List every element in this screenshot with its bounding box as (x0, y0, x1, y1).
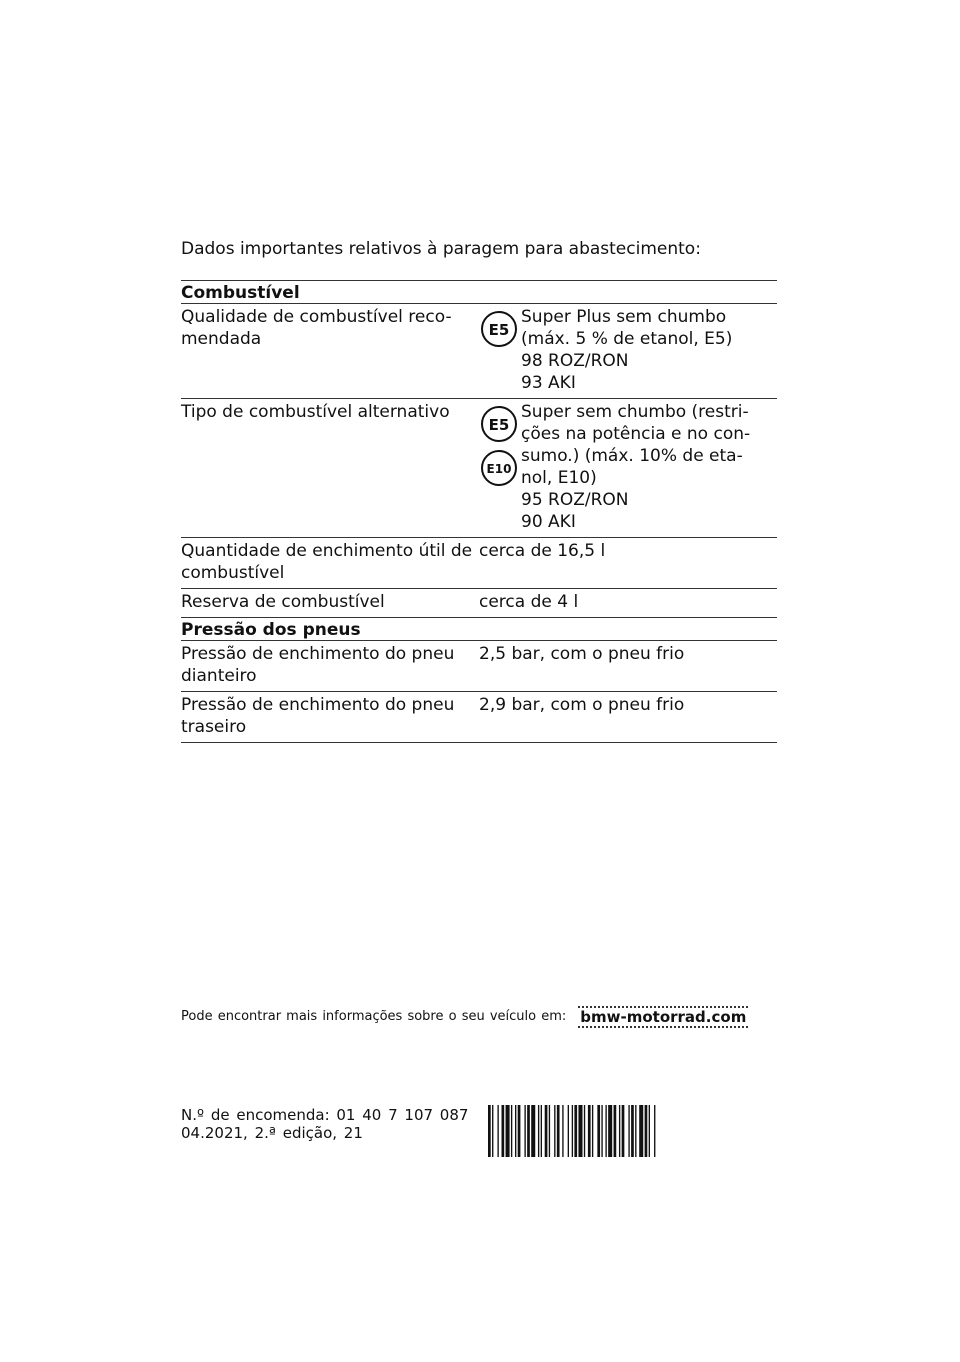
row-value: Super Plus sem chumbo (máx. 5 % de etanol, E5) 98 ROZ/RON 93 AKI (521, 307, 733, 393)
barcode-bar (649, 1105, 650, 1157)
row-value: 2,9 bar, com o pneu frio (479, 695, 685, 715)
intro-text: Dados importantes relativos à paragem para abastecimento: (181, 239, 701, 259)
edition-info: 04.2021, 2.ª edição, 21 (181, 1124, 363, 1142)
barcode-bar (574, 1105, 577, 1157)
barcode-bar (515, 1105, 516, 1157)
e10-fuel-icon (480, 449, 518, 487)
svg-text:E5: E5 (488, 416, 510, 434)
table-row-recommended-fuel (181, 303, 777, 398)
barcode-bar (541, 1105, 542, 1157)
barcode-bar (578, 1105, 582, 1157)
barcode-bar (538, 1105, 539, 1157)
row-label: Reserva de combustível (181, 592, 385, 612)
barcode-bar (605, 1105, 606, 1157)
row-label: Qualidade de combustível reco-mendada (181, 307, 452, 349)
barcode-bar (622, 1105, 625, 1157)
e5-fuel-icon (480, 405, 518, 443)
table-row-fuel-reserve (181, 588, 777, 617)
row-value: cerca de 16,5 l (479, 541, 606, 561)
website-link[interactable]: bmw-motorrad.com (580, 1008, 747, 1026)
barcode-bar (639, 1105, 643, 1157)
barcode-bar (572, 1105, 573, 1157)
row-label: Pressão de enchimento do pneu traseiro (181, 695, 455, 737)
more-info-line (181, 1006, 781, 1028)
row-label: Quantidade de enchimento útil de combustível (181, 541, 473, 583)
barcode-bar (568, 1105, 569, 1157)
barcode-bar (608, 1105, 612, 1157)
section-heading-fuel: Combustível (181, 280, 777, 303)
row-value: cerca de 4 l (479, 592, 579, 612)
barcode-bar (631, 1105, 634, 1157)
barcode-bar (524, 1105, 525, 1157)
barcode-bar (645, 1105, 648, 1157)
barcode-bar (601, 1105, 602, 1157)
barcode-bar (554, 1105, 555, 1157)
barcode-bar (588, 1105, 591, 1157)
barcode-bar (628, 1105, 629, 1157)
order-number: N.º de encomenda: 01 40 7 107 087 (181, 1106, 469, 1124)
barcode-image (487, 1103, 777, 1161)
svg-text:E10: E10 (486, 462, 512, 476)
barcode-bar (497, 1105, 498, 1157)
barcode-bar (592, 1105, 593, 1157)
row-label: Tipo de combustível alternativo (181, 402, 450, 422)
barcode-bar (502, 1105, 505, 1157)
barcode-bar (562, 1105, 563, 1157)
table-row-rear-pressure (181, 691, 777, 742)
table-row-front-pressure (181, 640, 777, 691)
barcode-bar (518, 1105, 521, 1157)
barcode-bar (635, 1105, 636, 1157)
barcode-bar (597, 1105, 600, 1157)
barcode-bar (654, 1105, 655, 1157)
specs-table (181, 280, 777, 743)
barcode-bar (614, 1105, 617, 1157)
barcode-bar (527, 1105, 530, 1157)
table-row-alternative-fuel (181, 398, 777, 537)
row-value: Super sem chumbo (restri- ções na potência e no con- sumo.) (máx. 10% de eta- nol, E10) 95 ROZ/RON 90 AKI (521, 402, 751, 532)
barcode-bar (584, 1105, 585, 1157)
section-heading-tyres: Pressão dos pneus (181, 617, 777, 640)
order-info (181, 1106, 481, 1142)
table-bottom-rule (181, 742, 777, 743)
row-label: Pressão de enchimento do pneu dianteiro (181, 644, 455, 686)
more-info-text: Pode encontrar mais informações sobre o seu veículo em: (181, 1009, 567, 1024)
barcode-bar (488, 1105, 491, 1157)
barcode-bar (549, 1105, 550, 1157)
svg-text:E5: E5 (488, 321, 510, 339)
barcode-bar (506, 1105, 510, 1157)
barcode-bar (619, 1105, 620, 1157)
barcode-bar (531, 1105, 535, 1157)
table-row-fuel-capacity (181, 537, 777, 588)
e5-fuel-icon (480, 310, 518, 348)
barcode-bar (511, 1105, 512, 1157)
barcode-bar (492, 1105, 493, 1157)
barcode-bar (545, 1105, 548, 1157)
row-value: 2,5 bar, com o pneu frio (479, 644, 685, 664)
barcode-bar (557, 1105, 560, 1157)
